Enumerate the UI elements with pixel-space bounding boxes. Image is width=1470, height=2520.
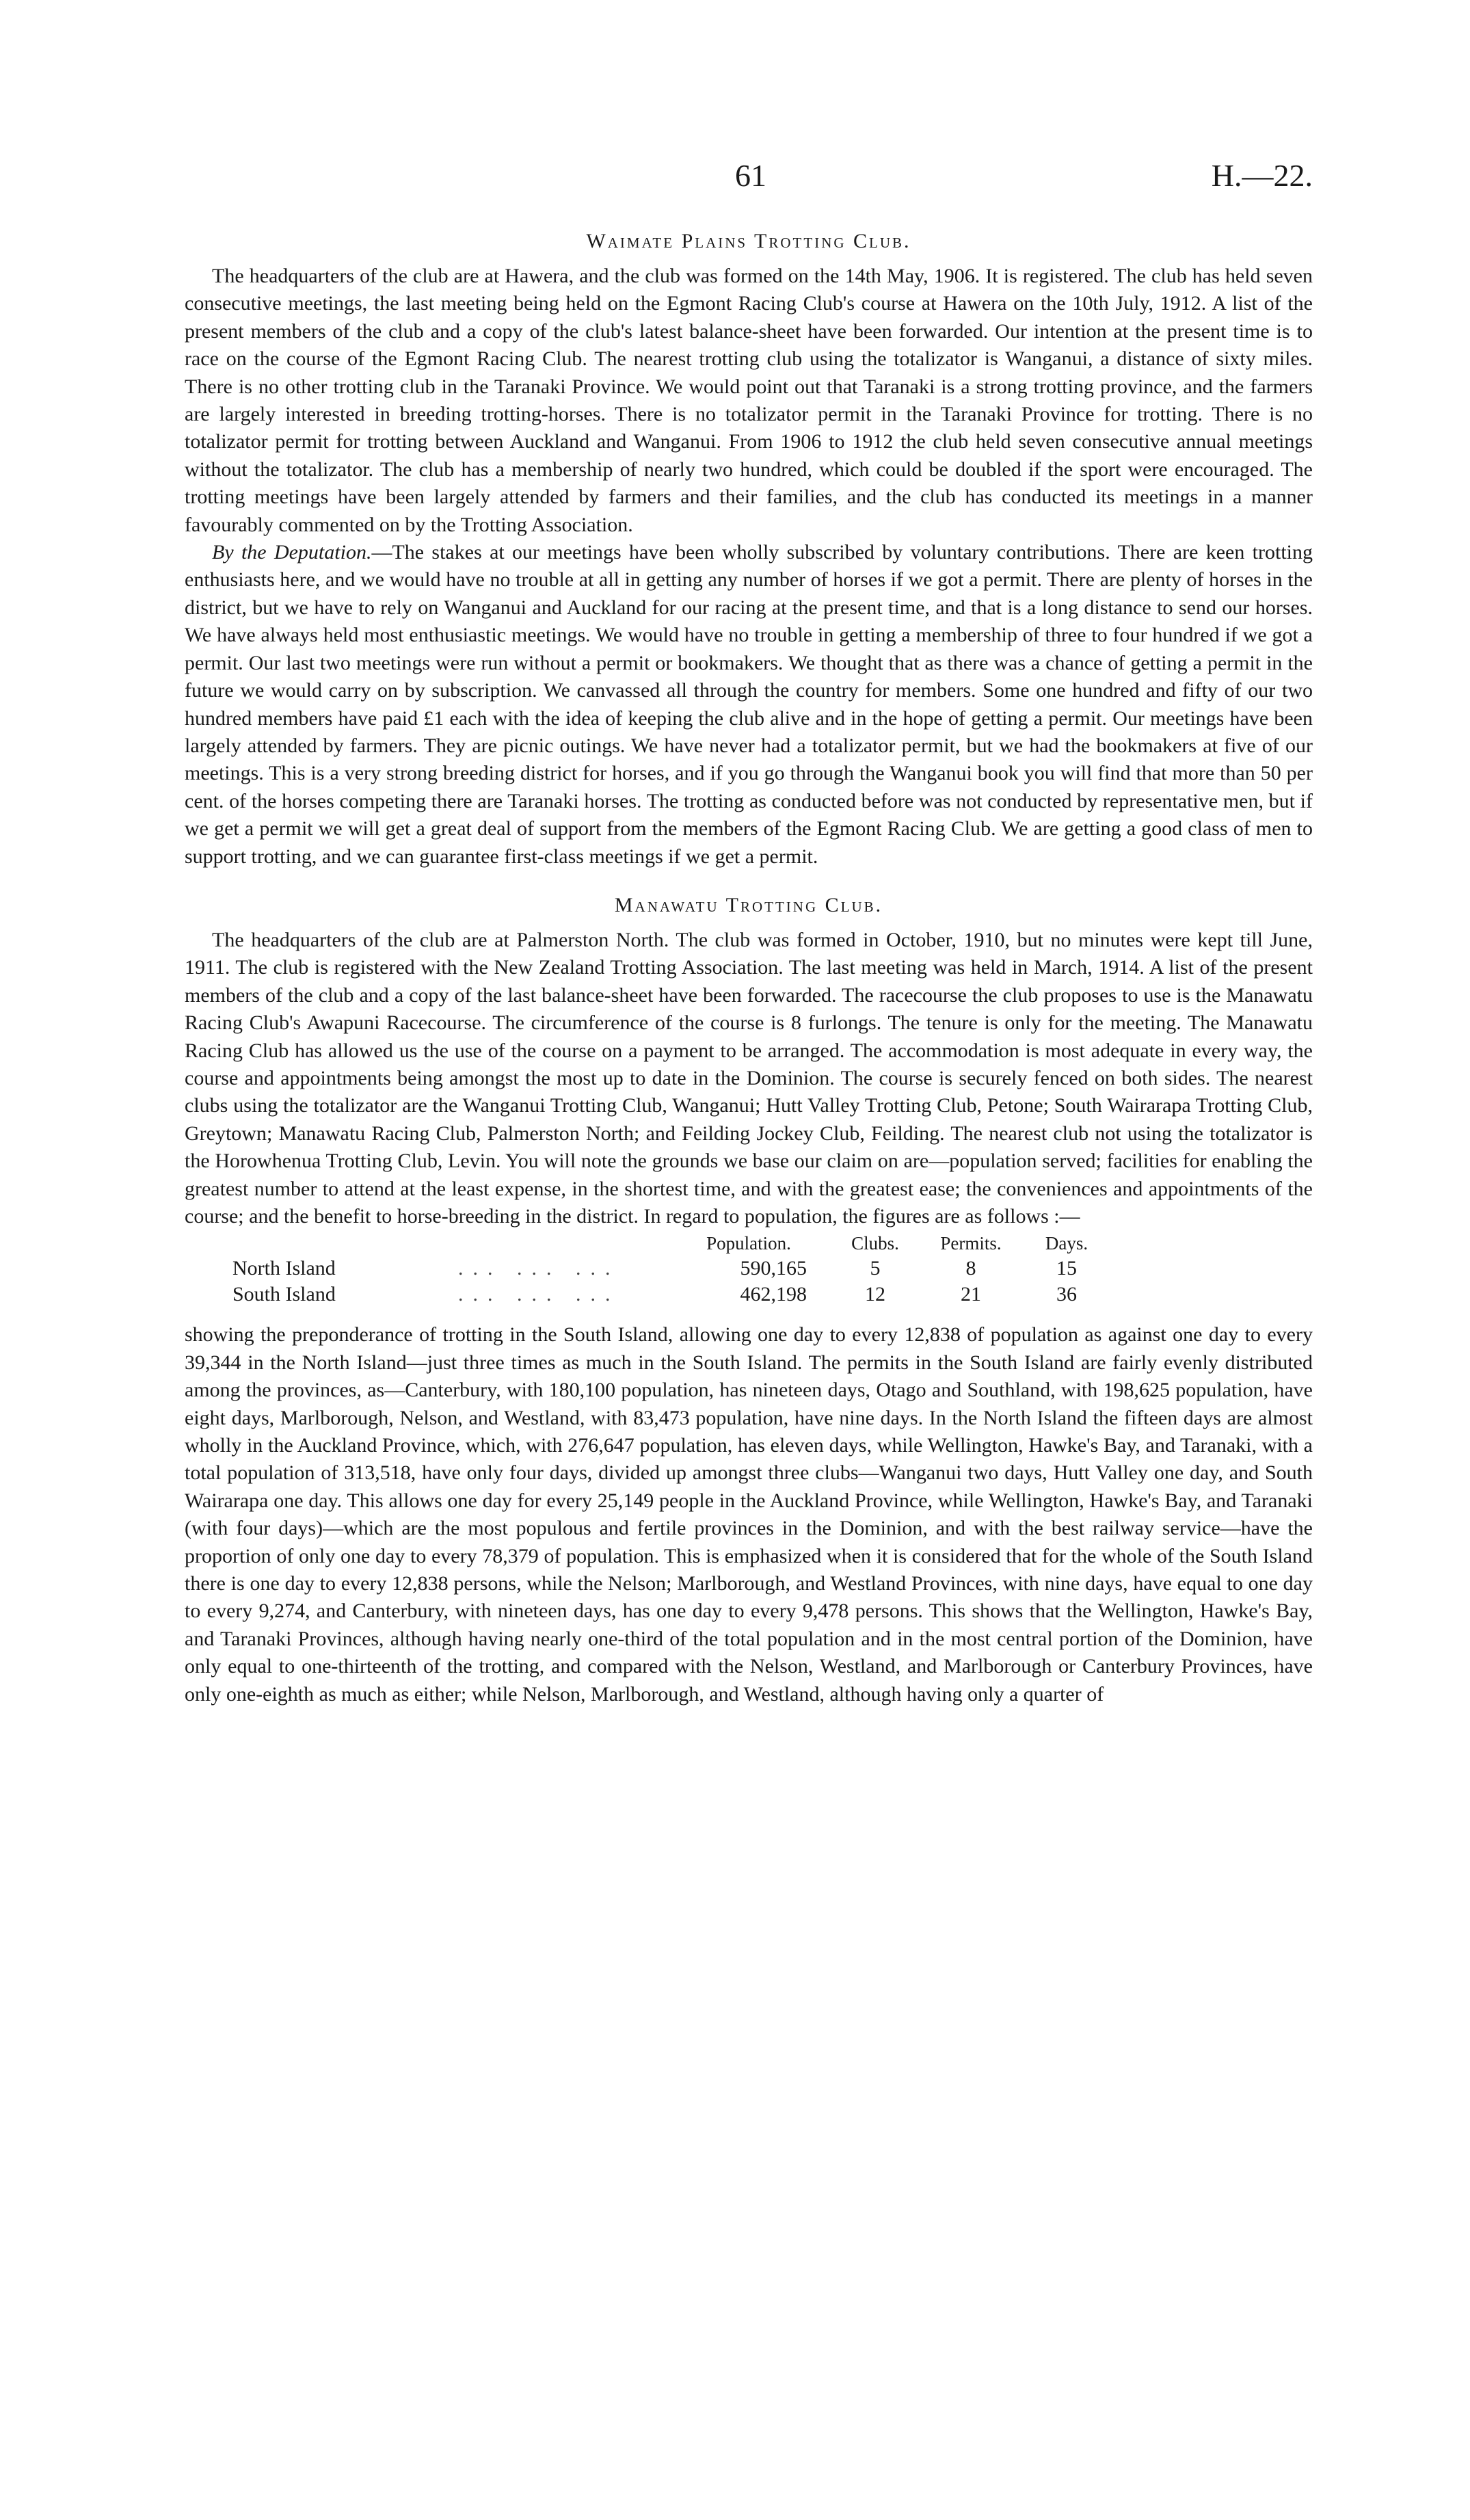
- waimate-paragraph-2-text: —The stakes at our meetings have been wholly subscribed by voluntary contributions. There are keen trotting enthusiasts here, and we would have no trouble at all in getting any number of horses if we got a permit. There are plenty of horses in the district, but we have to rely on Wanganui and Auckland for our racing at the present time, and that is a long distance to send our horses. We have always held most enthusiastic meetings. We would have no trouble in getting a membership of three to four hundred if we got a permit. Our last two meetings were run without a permit or bookmakers. We thought that as there was a chance of getting a permit in the future we would carry on by subscription. We canvassed all through the country for members. Some one hundred and fifty of our two hundred members have paid £1 each with the idea of keeping the club alive and in the hope of getting a permit. Our meetings have been largely attended by farmers. They are picnic outings. We have never had a totalizator permit, but we had the bookmakers at five of our meetings. This is a very strong breeding district for horses, and if you go through the Wanganui book you will find that more than 50 per cent. of the horses competing there are Taranaki horses. The trotting as conducted before was not conducted by representative men, but if we get a permit we will get a great deal of support from the members of the Egmont Racing Club. We are getting a good class of men to support trotting, and we can guarantee first-class meetings if we get a permit.: [185, 541, 1313, 868]
- row-population: 590,165: [740, 1257, 807, 1280]
- row-name: South Island: [232, 1283, 336, 1306]
- table-row: [232, 1282, 1114, 1308]
- row-population: 462,198: [740, 1283, 807, 1306]
- header-population: Population.: [706, 1233, 791, 1254]
- row-permits: 21: [961, 1283, 981, 1306]
- waimate-paragraph-1: The headquarters of the club are at Hawera, and the club was formed on the 14th May, 1906. It is registered. The club has held seven consecutive meetings, the last meeting being held on the Egmont Racing Club's course at Hawera on the 10th July, 1912. A list of the present members of the club and a copy of the club's latest balance-sheet have been forwarded. Our intention at the present time is to race on the course of the Egmont Racing Club. The nearest trotting club using the totalizator is Wanganui, a distance of sixty miles. There is no other trotting club in the Taranaki Province. We would point out that Taranaki is a strong trotting province, and the farmers are largely interested in breeding trotting-horses. There is no totalizator permit in the Taranaki Province for trotting. There is no totalizator permit for trotting between Auckland and Wanganui. From 1906 to 1912 the club held seven consecutive annual meetings without the totalizator. The club has a membership of nearly two hundred, which could be doubled if the sport were encouraged. The trotting meetings have been largely attended by farmers and their families, and the club has conducted its meetings in a manner favourably commented on by the Trotting Association.: [185, 265, 1313, 536]
- row-clubs: 5: [870, 1257, 881, 1280]
- section-heading-manawatu: Manawatu Trotting Club.: [614, 893, 883, 916]
- population-table-header: [232, 1233, 1114, 1256]
- header-permits: Permits.: [940, 1233, 1002, 1254]
- document-page: [185, 157, 1313, 1708]
- document-reference: H.—22.: [1211, 158, 1313, 193]
- page-header: [185, 157, 1313, 212]
- header-days: Days.: [1045, 1233, 1088, 1254]
- row-name: North Island: [232, 1257, 336, 1280]
- waimate-paragraph-2: [185, 539, 1313, 871]
- section-heading-waimate: Waimate Plains Trotting Club.: [586, 230, 911, 252]
- leader-dots: ... ... ...: [458, 1257, 620, 1280]
- row-days: 36: [1056, 1283, 1077, 1306]
- header-clubs: Clubs.: [851, 1233, 899, 1254]
- table-row: [232, 1256, 1114, 1282]
- manawatu-paragraph-1: The headquarters of the club are at Palmerston North. The club was formed in October, 1910, but no minutes were kept till June, 1911. The club is registered with the New Zealand Trotting Association. The last meeting was held in March, 1914. A list of the present members of the club and a copy of the last balance-sheet have been forwarded. The racecourse the club proposes to use is the Manawatu Racing Club's Awapuni Racecourse. The circumference of the course is 8 furlongs. The tenure is only for the meeting. The Manawatu Racing Club has allowed us the use of the course on a payment to be arranged. The accommodation is most adequate in every way, the course and appointments being amongst the most up to date in the Dominion. The course is securely fenced on both sides. The nearest clubs using the totalizator are the Wanganui Trotting Club, Wanganui; Hutt Valley Trotting Club, Petone; South Wairarapa Trotting Club, Greytown; Manawatu Racing Club, Palmerston North; and Feilding Jockey Club, Feilding. The nearest club not using the totalizator is the Horowhenua Trotting Club, Levin. You will note the grounds we base our claim on are—population served; facilities for enabling the greatest number to attend at the least expense, in the shortest time, and with the greatest ease; the conveniences and appointments of the course; and the benefit to horse-breeding in the district. In regard to population, the figures are as follows :—: [185, 928, 1313, 1228]
- row-days: 15: [1056, 1257, 1077, 1280]
- population-table: [232, 1233, 1114, 1308]
- row-clubs: 12: [865, 1283, 885, 1306]
- manawatu-paragraph-2: showing the preponderance of trotting in the South Island, allowing one day to every 12,838 of population as against one day to every 39,344 in the North Island—just three times as much in the South Island. The permits in the South Island are fairly evenly distributed among the provinces, as—Canterbury, with 180,100 population, has nineteen days, Otago and Southland, with 198,625 population, have eight days, Marlborough, Nelson, and Westland, with 83,473 population, have nine days. In the North Island the fifteen days are almost wholly in the Auckland Province, which, with 276,647 population, has eleven days, while Wellington, Hawke's Bay, and Taranaki, with a total population of 313,518, have only four days, divided up amongst three clubs—Wanganui two days, Hutt Valley one day, and South Wairarapa one day. This allows one day for every 25,149 people in the Auckland Province, while Wellington, Hawke's Bay, and Taranaki (with four days)—which are the most populous and fertile provinces in the Dominion, and with the best railway service—have the proportion of only one day to every 78,379 of population. This is emphasized when it is considered that for the whole of the South Island there is one day to every 12,838 persons, while the Nelson; Marlborough, and Westland Provinces, with nine days, have equal to one day to every 9,274, and Canterbury, with nineteen days, has one day to every 9,478 persons. This shows that the Wellington, Hawke's Bay, and Taranaki Provinces, although having nearly one-third of the total population and in the most central portion of the Dominion, have only equal to one-thirteenth of the trotting, and compared with the Nelson, Westland, and Marlborough or Canterbury Provinces, have only one-eighth as much as either; while Nelson, Marlborough, and Westland, although having only a quarter of: [185, 1323, 1313, 1706]
- leader-dots: ... ... ...: [458, 1283, 620, 1306]
- deputation-lead: By the Deputation.: [212, 541, 372, 564]
- row-permits: 8: [965, 1257, 976, 1280]
- page-number: 61: [735, 158, 766, 193]
